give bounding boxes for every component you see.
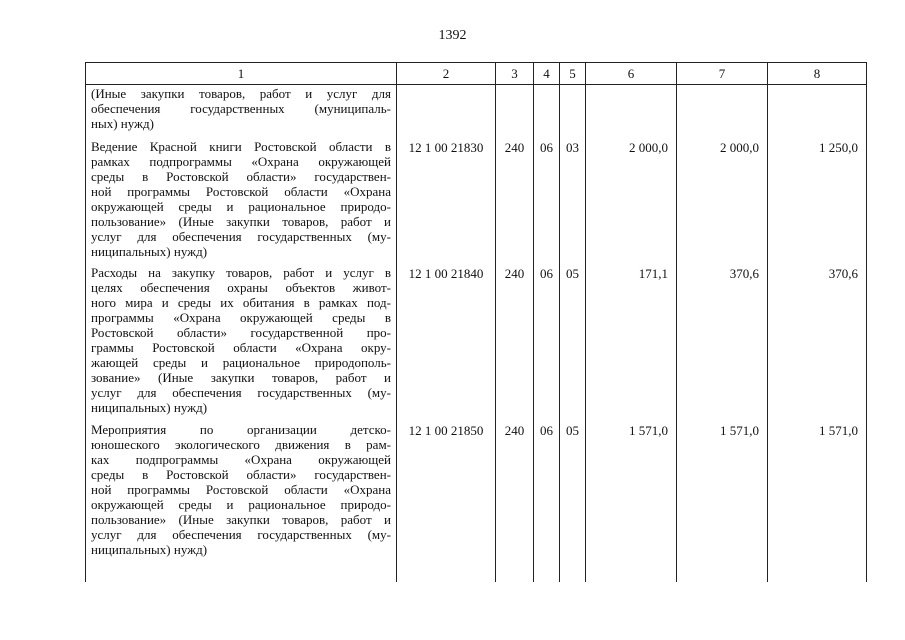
header-cell: 8 xyxy=(768,63,867,85)
table-row xyxy=(86,139,867,265)
description-line: окружающей среды и рациональное природо- xyxy=(91,496,391,512)
description-line: граммы Ростовской области «Охрана окру- xyxy=(91,339,391,355)
target-article-code xyxy=(397,85,496,139)
section-code: 06 xyxy=(534,139,560,265)
description-line: юношеского экологического движения в рам- xyxy=(91,436,391,452)
amount-year-1: 1 571,0 xyxy=(586,422,677,582)
subsection-code: 03 xyxy=(560,139,586,265)
description-line: Ростовской области» государственной про- xyxy=(91,324,391,340)
header-cell: 3 xyxy=(496,63,534,85)
description-line: программы «Охрана окружающей среды в xyxy=(91,309,391,325)
amount-year-2: 2 000,0 xyxy=(677,139,768,265)
description-line: Расходы на закупку товаров, работ и услуг в xyxy=(91,264,391,280)
description-line: ного мира и среды их обитания в рамках под- xyxy=(91,294,391,310)
description-line: Мероприятия по организации детско- xyxy=(91,421,391,437)
target-article-code: 12 1 00 21830 xyxy=(397,139,496,265)
subsection-code: 05 xyxy=(560,265,586,422)
section-code xyxy=(534,85,560,139)
description-line: среды в Ростовской области» государствен- xyxy=(91,466,391,482)
header-cell: 7 xyxy=(677,63,768,85)
table-row xyxy=(86,265,867,422)
page-number: 1392 xyxy=(438,28,467,43)
row-description xyxy=(86,422,397,582)
description-line: целях обеспечения охраны объектов живот- xyxy=(91,279,391,295)
header-cell: 6 xyxy=(586,63,677,85)
header-cell: 2 xyxy=(397,63,496,85)
target-article-code: 12 1 00 21840 xyxy=(397,265,496,422)
description-line: среды в Ростовской области» государствен- xyxy=(91,168,391,184)
table-row xyxy=(86,422,867,582)
description-line: рамках подпрограммы «Охрана окружающей xyxy=(91,153,391,169)
description-line: услуг для обеспечения государственных (му- xyxy=(91,384,391,400)
row-description xyxy=(86,85,397,139)
section-code: 06 xyxy=(534,422,560,582)
description-line: ках подпрограммы «Охрана окружающей xyxy=(91,451,391,467)
header-cell: 4 xyxy=(534,63,560,85)
expense-type-code: 240 xyxy=(496,265,534,422)
description-line: ной программы Ростовской области «Охрана xyxy=(91,481,391,497)
description-line: ных) нужд) xyxy=(91,116,154,131)
table-row xyxy=(86,85,867,139)
description-line: услуг для обеспечения государственных (му- xyxy=(91,526,391,542)
row-description xyxy=(86,139,397,265)
header-cell: 1 xyxy=(86,63,397,85)
subsection-code xyxy=(560,85,586,139)
description-line: окружающей среды и рациональное природо- xyxy=(91,198,391,214)
description-line: обеспечения государственных (муниципаль- xyxy=(91,101,391,116)
amount-year-2: 370,6 xyxy=(677,265,768,422)
header-row xyxy=(86,63,867,85)
amount-year-2: 1 571,0 xyxy=(677,422,768,582)
description-line: пользование» (Иные закупки товаров, работ и xyxy=(91,511,391,527)
amount-year-3 xyxy=(768,85,867,139)
description-line: пользование» (Иные закупки товаров, работ и xyxy=(91,213,391,229)
amount-year-1 xyxy=(586,85,677,139)
description-line: (Иные закупки товаров, работ и услуг для xyxy=(91,86,391,101)
target-article-code: 12 1 00 21850 xyxy=(397,422,496,582)
description-line: зование» (Иные закупки товаров, работ и xyxy=(91,369,391,385)
expense-type-code xyxy=(496,85,534,139)
section-code: 06 xyxy=(534,265,560,422)
description-line: ниципальных) нужд) xyxy=(91,399,208,415)
expense-type-code: 240 xyxy=(496,422,534,582)
amount-year-1: 171,1 xyxy=(586,265,677,422)
expense-type-code: 240 xyxy=(496,139,534,265)
description-line: Ведение Красной книги Ростовской области в xyxy=(91,138,391,154)
amount-year-3: 1 571,0 xyxy=(768,422,867,582)
description-line: жающей среды и рациональное природополь- xyxy=(91,354,391,370)
description-line: ниципальных) нужд) xyxy=(91,243,208,259)
amount-year-2 xyxy=(677,85,768,139)
amount-year-3: 1 250,0 xyxy=(768,139,867,265)
description-line: ной программы Ростовской области «Охрана xyxy=(91,183,391,199)
amount-year-1: 2 000,0 xyxy=(586,139,677,265)
header-cell: 5 xyxy=(560,63,586,85)
table-body xyxy=(86,85,867,582)
amount-year-3: 370,6 xyxy=(768,265,867,422)
subsection-code: 05 xyxy=(560,422,586,582)
description-line: услуг для обеспечения государственных (му- xyxy=(91,228,391,244)
row-description xyxy=(86,265,397,422)
description-line: ниципальных) нужд) xyxy=(91,541,208,557)
budget-table xyxy=(85,62,867,582)
